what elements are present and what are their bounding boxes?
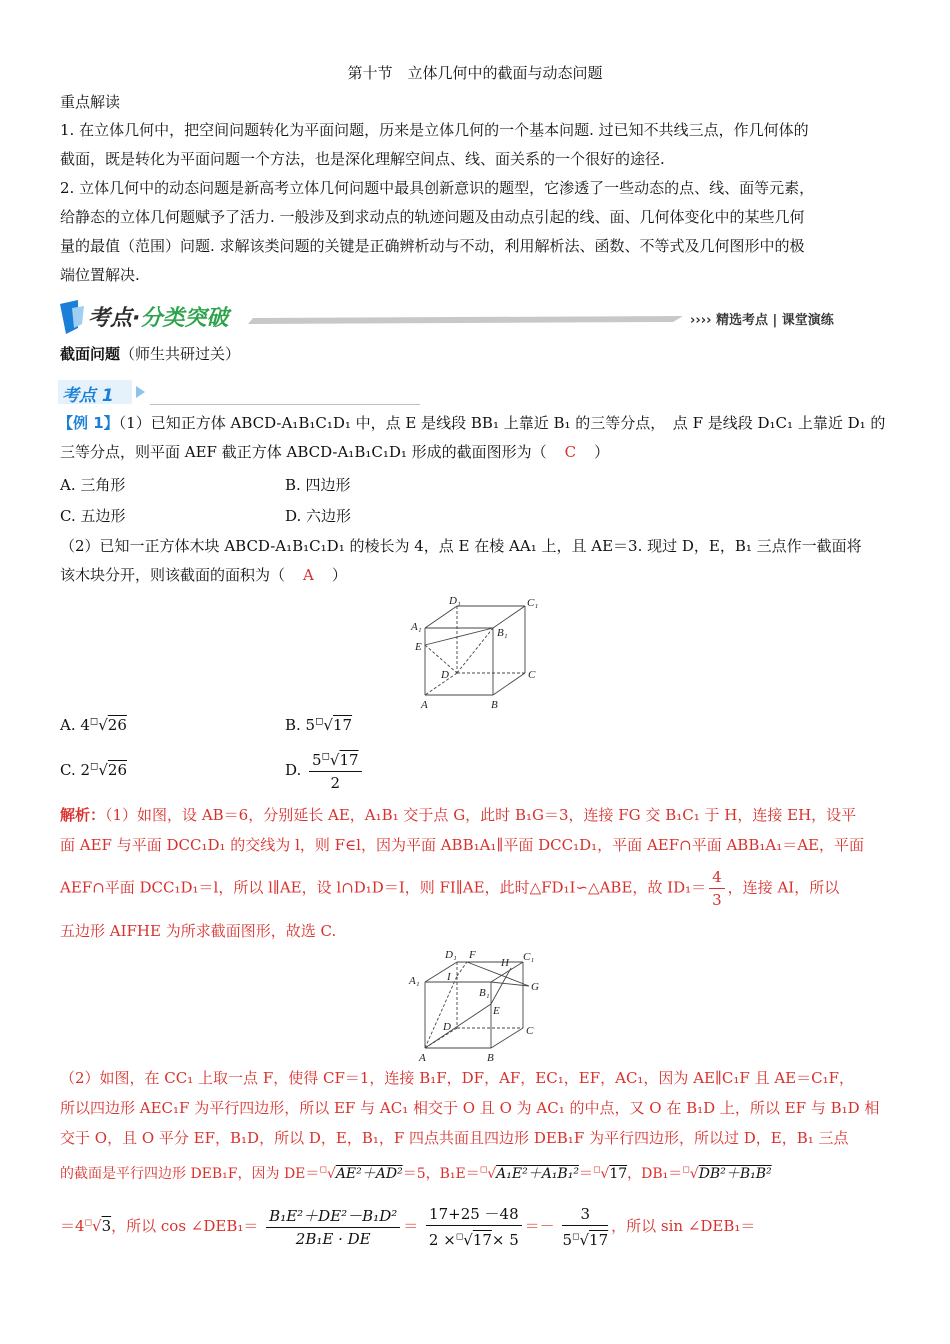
q2-option-d-fraction: $\frac{5^◻√17}{2}$	[309, 746, 362, 794]
sol-line2: 面 AEF 与平面 DCC₁D₁ 的交线为 l，则 F∈l，因为平面 ABB₁A₁∥平面 DCC₁D₁，平面 AEF∩平面 ABB₁A₁＝AE，平面	[60, 836, 864, 854]
sol-line8: 的截面是平行四边形 DEB₁F，因为 DE＝◻√AE²＋AD²＝5，B₁E＝◻√A₁E²＋A₁B₁²＝◻√17，DB₁＝◻√DB²＋B₁B²	[60, 1165, 772, 1182]
q2-option-b-radicand: 17	[332, 716, 353, 734]
kaodian-badge	[58, 380, 150, 404]
fig2-label: D	[443, 1021, 451, 1033]
q1-option-d: D. 六边形	[285, 507, 352, 525]
sol-f1-num: B₁E²＋DE²－B₁D²	[266, 1205, 400, 1228]
sol-line3	[60, 866, 890, 911]
fig1-label: D₁	[449, 595, 461, 607]
sol-s1c-tail: ，连接 AI，所以	[727, 878, 840, 897]
q2-option-a-coef: A. 4	[60, 716, 90, 734]
fig1-edge	[425, 606, 457, 628]
sol-s2e-tail: ，所以 sin ∠DEB₁＝	[611, 1217, 756, 1235]
q2-line1: （2）已知一正方体木块 ABCD-A₁B₁C₁D₁ 的棱长为 4，点 E 在棱 AA₁ 上，且 AE＝3. 现过 D，E，B₁ 三点作一截面将	[60, 537, 862, 555]
fig1-label: C	[528, 669, 536, 681]
fig1-label: C₁	[527, 597, 539, 609]
sol-s2d-mid2: ＝	[578, 1166, 593, 1182]
sol-line9: ＝4◻√3，所以 cos ∠DEB₁＝ $\frac{\text{B₁E²＋DE²－B₁D²}}{\text{2B₁E · DE}}$ ＝ $\frac{17+25 -48}{2 \times^◻√17\times 5}$ ＝－ $\frac{3}{5^◻√17}$ ，所以 sin ∠DEB₁＝	[60, 1205, 756, 1249]
banner-right-b: 课堂演练	[781, 313, 834, 328]
fig1-label: B	[491, 699, 498, 711]
intro-p2-line1: 2. 立体几何中的动态问题是新高考立体几何问题中最具创新意识的题型，它渗透了一些动态的点、线、面等元素，	[60, 179, 815, 197]
sol-s1a: （1）如图，设 AB＝6，分别延长 AE，A₁B₁ 交于点 G，此时 B₁G＝3，连接 FG 交 B₁C₁ 于 H，连接 EH，设平	[105, 806, 857, 824]
section-heading: 重点解读	[60, 93, 121, 111]
q2-option-a-radicand: 26	[107, 716, 127, 734]
sol-f3-den-a: 5	[562, 1231, 572, 1249]
q1-close: ）	[594, 443, 610, 461]
q2-option-c-radicand: 26	[107, 761, 127, 779]
fig2-label: B	[487, 1052, 494, 1064]
banner-title-dot: ·	[132, 306, 141, 331]
fig1-edge	[493, 673, 525, 695]
fig2-label: A	[419, 1052, 426, 1064]
sol-f1-den: 2B₁E · DE	[295, 1229, 371, 1248]
topic-line	[60, 340, 890, 369]
q2-option-d-num-rad: 17	[339, 751, 359, 769]
intro-p1-line2: 截面，既是转化为平面问题一个方法，也是深化理解空间点、线、面关系的一个很好的途径.	[60, 150, 665, 168]
sol-s2e-eq: ＝	[403, 1217, 419, 1235]
fig2-label: D₁	[445, 949, 457, 961]
figure-cube-2	[405, 946, 565, 1066]
kaodian-arrow-icon	[136, 386, 146, 398]
sol-s2d-rad2: A₁E²＋A₁B₁²	[496, 1166, 579, 1182]
q1-line2	[60, 438, 890, 467]
sol-f2-den-b: × 5	[491, 1231, 519, 1249]
fig2-edge	[425, 962, 457, 982]
q2-option-d	[285, 746, 365, 794]
fig2-label: A₁	[409, 975, 420, 987]
sol-frac-num: 4	[709, 866, 725, 889]
q2-option-a: A. 4◻√26	[60, 716, 127, 734]
kaodian-label: 考点 1	[62, 386, 114, 406]
fig2-section	[491, 968, 511, 1004]
fig1-label: E	[415, 641, 422, 653]
q2-option-b-coef: B. 5	[285, 716, 316, 734]
fig1-label: A₁	[411, 621, 422, 633]
fig2-label: E	[493, 1005, 500, 1017]
q2-option-d-num-coef: 5	[312, 751, 322, 769]
fig2-label: F	[469, 949, 476, 961]
q1-option-b: B. 四边形	[285, 476, 351, 494]
sol-tag: 解析：	[60, 806, 106, 824]
q2-close: ）	[331, 566, 347, 584]
sol-line5: （2）如图，在 CC₁ 上取一点 F，使得 CF＝1，连接 B₁F，DF，AF，EC₁，EF，AC₁，因为 AE∥C₁F 且 AE＝C₁F，	[60, 1069, 855, 1087]
topic-name: 截面问题	[60, 345, 121, 363]
fig1-hidden-edge	[457, 628, 493, 673]
sol-f3-num: 3	[562, 1203, 608, 1226]
q2-line2	[60, 561, 890, 590]
q2-option-c: C. 2◻√26	[60, 761, 127, 779]
sol-frac-cos-values: $\frac{17+25 -48}{2 \times^◻√17\times 5}$	[426, 1203, 522, 1251]
q1-text2: 三等分点，则平面 AEF 截正方体 ABCD-A₁B₁C₁D₁ 形成的截面图形为（	[60, 443, 547, 461]
kaodian-rule	[150, 404, 420, 405]
intro-p2-line2: 给静态的立体几何题赋予了活力. 一般涉及到求动点的轨迹问题及由动点引起的线、面、几何体变化中的某些几何	[60, 208, 805, 226]
q2-option-c-coef: C. 2	[60, 761, 91, 779]
q2-option-d-den: 2	[330, 774, 341, 792]
page-title: 第十节 立体几何中的截面与动态问题	[347, 64, 603, 82]
sol-s2e-rad: 3	[101, 1217, 112, 1235]
q2-option-b: B. 5◻√17	[285, 716, 353, 734]
sol-frac-4-3	[709, 866, 725, 911]
figure-cube-1	[405, 594, 555, 712]
sol-s1c: AEF∩平面 DCC₁D₁＝l，所以 l∥AE，设 l∩D₁D＝I，则 FI∥AE，此时△FD₁I∽△ABE，故 ID₁＝	[60, 878, 707, 897]
sol-s2e-pre: ＝4	[60, 1217, 85, 1235]
fig1-label: A	[421, 699, 428, 711]
q1-option-a: A. 三角形	[60, 476, 126, 494]
sol-line6: 所以四边形 AEC₁F 为平行四边形，所以 EF 与 AC₁ 相交于 O 且 O 为 AC₁ 的中点，又 O 在 B₁D 上，所以 EF 与 B₁D 相	[60, 1099, 880, 1117]
banner-light-tab	[72, 306, 84, 328]
q2-text2: 该木块分开，则该截面的面积为（	[60, 566, 286, 584]
intro-p2-line4: 端位置解决.	[60, 266, 140, 284]
sol-f3-den-rad: 17	[589, 1231, 609, 1249]
q1-answer: C	[564, 443, 577, 461]
sol-f2-den-rad: 17	[472, 1231, 492, 1249]
sol-s2e-cos: ，所以 cos ∠DEB₁＝	[111, 1217, 259, 1235]
fig2-label: G	[531, 981, 539, 993]
banner-rule	[248, 316, 683, 324]
fig2-label: H	[501, 957, 509, 969]
fig1-label: B₁	[497, 627, 508, 639]
banner-arrows-icon: ››››	[690, 313, 712, 328]
sol-f2-den-a: 2 ×	[428, 1231, 456, 1249]
sol-s2d-rad3: 17	[609, 1166, 628, 1182]
fig2-edge	[491, 1028, 523, 1048]
q2-option-d-label: D.	[285, 761, 302, 779]
topic-note: （师生共研过关）	[120, 345, 241, 363]
fig2-label: C₁	[523, 951, 535, 963]
sol-line7: 交于 O，且 O 平分 EF，B₁D，所以 D，E，B₁，F 四点共面且四边形 DEB₁F 为平行四边形，所以过 D，E，B₁ 三点	[60, 1129, 849, 1147]
q1-option-c: C. 五边形	[60, 507, 126, 525]
fig1-edge	[493, 606, 525, 628]
sol-s2e-eq2: ＝－	[524, 1217, 555, 1235]
sol-s2d-rad4: DB²＋B₁B²	[698, 1166, 772, 1182]
q1-line1	[58, 409, 894, 438]
sol-s2d-pre: 的截面是平行四边形 DEB₁F，因为 DE＝	[60, 1166, 320, 1182]
banner-title-a: 考点	[88, 306, 133, 331]
sol-frac-den: 3	[712, 891, 722, 909]
banner-right-a: 精选考点	[715, 313, 768, 328]
fig1-label: D	[441, 669, 449, 681]
fig2-label: B₁	[479, 987, 490, 999]
fig2-label: C	[526, 1025, 534, 1037]
banner-title-b: 分类突破	[140, 306, 229, 331]
fig2-label: I	[447, 971, 451, 983]
q1-text1: （1）已知正方体 ABCD-A₁B₁C₁D₁ 中，点 E 是线段 BB₁ 上靠近 B₁ 的三等分点， 点 F 是线段 D₁C₁ 上靠近 D₁ 的	[118, 414, 886, 432]
sol-line4: 五边形 AIFHE 为所求截面图形，故选 C.	[60, 922, 337, 940]
sol-line1	[60, 801, 890, 830]
sol-s2d-mid1: ＝5，B₁E＝	[402, 1166, 480, 1182]
sol-frac-cos-formula	[266, 1205, 400, 1250]
intro-p1-line1: 1. 在立体几何中，把空间问题转化为平面问题，历来是立体几何的一个基本问题. 过已知不共线三点，作几何体的	[60, 121, 809, 139]
fig2-hidden-edge	[457, 962, 467, 976]
banner-right-sep: |	[772, 313, 778, 328]
example-tag: 【例 1】	[58, 414, 119, 432]
sol-s2d-rad1: AE²＋AD²	[335, 1166, 403, 1182]
sol-frac-cos-result: $\frac{3}{5^◻√17}$	[562, 1205, 609, 1249]
sol-s2d-mid3: ，DB₁＝	[627, 1166, 683, 1182]
sol-f2-num: 17+25 －48	[426, 1203, 522, 1226]
section-banner	[58, 298, 890, 336]
intro-p2-line3: 量的最值（范围）问题. 求解该类问题的关键是正确辨析动与不动，利用解析法、函数、不等式及几何图形中的极	[60, 237, 805, 255]
q2-answer: A	[303, 566, 314, 584]
fig1-section-line	[425, 628, 493, 645]
